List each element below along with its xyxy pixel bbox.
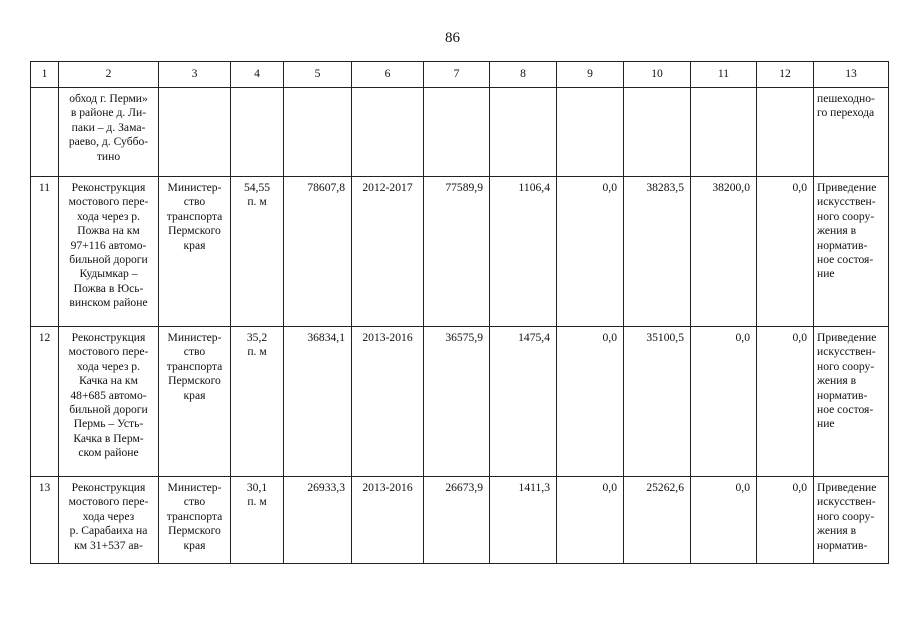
column-header: 7 — [424, 62, 490, 88]
value-col-7: 36575,9 — [445, 331, 483, 344]
column-header: 11 — [691, 62, 757, 88]
value-col-10: 38283,5 — [646, 181, 684, 194]
column-header: 8 — [490, 62, 557, 88]
object-name: Реконструкция мостового пере- хода через р. Пожва на км 97+116 автомо- бильной дороги Кудымкар – Пожва в Юсь- винском районе — [68, 181, 149, 310]
value-col-9: 0,0 — [602, 481, 617, 494]
value-col-8: 1411,3 — [518, 481, 550, 494]
column-header: 1 — [31, 62, 59, 88]
customer: Министер- ство транспорта Пермского края — [166, 331, 223, 402]
object-name: обход г. Перми» в районе д. Ли- паки – д. Зама- раево, д. Суббо- тино — [68, 92, 149, 163]
value-col-10: 35100,5 — [646, 331, 684, 344]
column-header: 4 — [231, 62, 284, 88]
column-header: 5 — [284, 62, 352, 88]
expected-result: пешеходно- го перехода — [817, 92, 875, 120]
column-header: 10 — [624, 62, 691, 88]
value-col-12: 0,0 — [792, 181, 807, 194]
capacity: 54,55 п. м — [243, 181, 271, 209]
expected-result: Приведение искусствен- ного соору- жения в норматив- — [817, 481, 877, 552]
row-number: 11 — [38, 181, 51, 194]
period: 2013-2016 — [362, 331, 413, 344]
row-number: 12 — [38, 331, 51, 344]
period: 2012-2017 — [362, 181, 413, 194]
column-header: 2 — [59, 62, 159, 88]
table-row — [31, 88, 889, 177]
capacity: 35,2 п. м — [246, 331, 268, 359]
value-col-9: 0,0 — [602, 331, 617, 344]
total-cost: 26933,3 — [307, 481, 345, 494]
object-name: Реконструкция мостового пере- хода через р. Качка на км 48+685 автомо- бильной дороги Пермь – Усть- Качка в Перм- ском районе — [68, 331, 149, 460]
period: 2013-2016 — [362, 481, 413, 494]
value-col-12: 0,0 — [792, 481, 807, 494]
customer: Министер- ство транспорта Пермского края — [166, 181, 223, 252]
value-col-10: 25262,6 — [646, 481, 684, 494]
column-header: 13 — [814, 62, 889, 88]
value-col-9: 0,0 — [602, 181, 617, 194]
data-table — [30, 61, 889, 564]
total-cost: 36834,1 — [307, 331, 345, 344]
table-row — [31, 177, 889, 327]
page-number: 86 — [445, 30, 460, 46]
value-col-8: 1106,4 — [518, 181, 550, 194]
column-header: 6 — [352, 62, 424, 88]
value-col-11: 38200,0 — [712, 181, 750, 194]
table-row — [31, 477, 889, 564]
value-col-11: 0,0 — [735, 331, 750, 344]
value-col-12: 0,0 — [792, 331, 807, 344]
value-col-8: 1475,4 — [518, 331, 550, 344]
expected-result: Приведение искусствен- ного соору- жения в норматив- ное состоя- ние — [817, 181, 877, 281]
object-name: Реконструкция мостового пере- хода через р. Сарабаиха на км 31+537 ав- — [68, 481, 149, 552]
value-col-7: 77589,9 — [445, 181, 483, 194]
header-row — [31, 62, 889, 88]
column-header: 9 — [557, 62, 624, 88]
total-cost: 78607,8 — [307, 181, 345, 194]
value-col-11: 0,0 — [735, 481, 750, 494]
capacity: 30,1 п. м — [246, 481, 268, 509]
row-number: 13 — [38, 481, 51, 494]
expected-result: Приведение искусствен- ного соору- жения в норматив- ное состоя- ние — [817, 331, 877, 431]
value-col-7: 26673,9 — [445, 481, 483, 494]
column-header: 12 — [757, 62, 814, 88]
customer: Министер- ство транспорта Пермского края — [166, 481, 223, 552]
column-header: 3 — [159, 62, 231, 88]
table-row — [31, 327, 889, 477]
